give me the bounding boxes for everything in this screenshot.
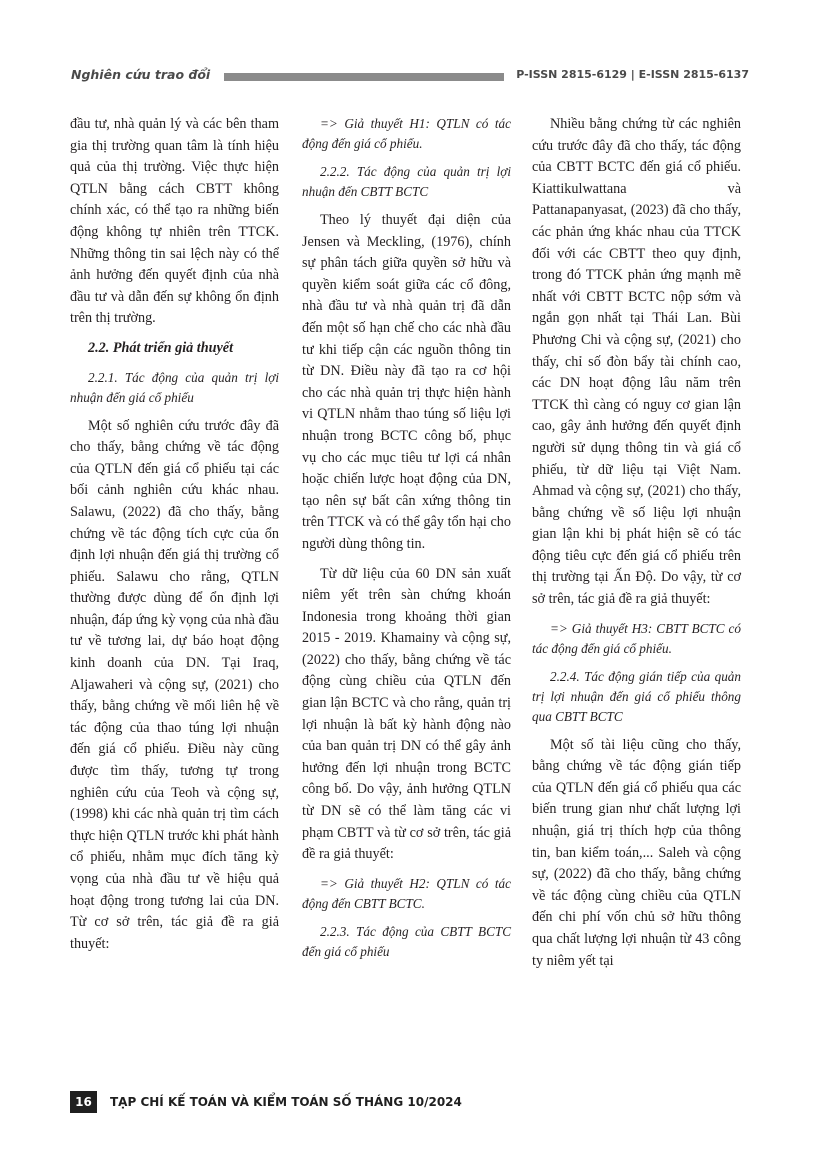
text-column-3: [532, 114, 741, 980]
body-paragraph: Một số tài liệu cũng cho thấy, bằng chứng về tác động gián tiếp của QTLN đến giá cổ phiếu qua các biến trung gian như chất lượng lợi nhuận, giá trị thích hợp của thông tin, ban kiểm toán,... Saleh và cộng sự, (2022) đã cho thấy, bằng chứng về tác động cùng chiều của QTLN đến chi phí vốn chủ sở hữu thông qua chất lượng lợi nhuận từ 43 công ty niêm yết tại: [532, 736, 741, 969]
body-paragraph: Nhiều bằng chứng từ các nghiên cứu trước đây đã cho thấy, tác động của CBTT BCTC đến giá cổ phiếu. Kiattikulwattana và Pattanapanyasat, (2023) đã cho thấy, các phản ứng khác nhau của TTCK đối với các CBTT theo quy định, trong đó TTCK phản ứng mạnh mẽ nhất với CBTT BCTC nộp sớm và ngắn gọn nhất tại Thái Lan. Bùi Phương Chi và cộng sự, (2021) cho thấy, chỉ số đòn bẩy tài chính cao, các DN hoạt động lâu năm trên TTCK thì càng có nguy cơ gian lận cao, gây ảnh hưởng đến quyết định người sử dụng thông tin và giá cổ phiếu, từ dữ liệu tại Việt Nam. Ahmad và cộng sự, (2021) cho thấy, bằng chứng về số liệu lợi nhuận gian lận khi bị phát hiện sẽ có tác động tiêu cực đến giá cổ phiếu trên thị trường tại Ấn Độ. Do vậy, từ cơ sở trên, tác giả đề ra giả thuyết:: [532, 116, 741, 608]
italic-subheading: => Giả thuyết H1: QTLN có tác động đến giá cổ phiếu.: [302, 116, 511, 151]
page-number: 16: [70, 1091, 97, 1113]
body-paragraph: Một số nghiên cứu trước đây đã cho thấy, bằng chứng về tác động của QTLN đến giá cổ phiếu tại các bối cảnh nghiên cứu khác nhau. Salawu, (2022) đã cho thấy, bằng chứng về tác động tích cực của ổn định lợi nhuận đến giá thị trường cổ phiếu. Salawu cho rằng, QTLN thường được dùng để ổn định lợi nhuận, đáp ứng kỳ vọng của nhà đầu tư về tương lai, dự báo hoạt động kinh doanh của DN. Tại Iraq, Aljawaheri và cộng sự, (2021) cho thấy, bằng chứng về mối liên hệ về tác động của thao túng lợi nhuận đến giá cổ phiếu. Điều này cũng được tìm thấy, tương tự trong nghiên cứu của Teoh và cộng sự, (1998) khi các nhà quản trị tìm cách thực hiện QTLN trước khi phát hành cổ phiếu, nhằm mục đích tăng kỳ vọng của nhà đầu tư về hiệu quả hoạt động trong tương lai của DN. Từ cơ sở trên, tác giả đề ra giả thuyết:: [70, 417, 279, 952]
body-paragraph: Theo lý thuyết đại diện của Jensen và Meckling, (1976), chính sự phân tách giữa quyền sở hữu và quyền kiểm soát giữa các cổ đông, nhà đầu tư và nhà quản trị đã dẫn đến một số hạn chế cho các nhà đầu tư khi tiếp cận các nguồn thông tin từ DN. Điều này đã tạo ra cơ hội cho các nhà quản trị thực hiện hành vi QTLN nhằm thao túng số liệu lợi nhuận trong BCTC công bố, phục vụ cho các mục tiêu tư lợi cá nhân hoặc chiến lược hoạt động của DN, tạo nên sự bất cân xứng thông tin trên TTCK và có thể gây tổn hại cho người dùng thông tin.: [302, 212, 511, 552]
body-paragraph: đầu tư, nhà quản lý và các bên tham gia thị trường quan tâm là tính hiệu quả của thị trường. Việc thực hiện QTLN bằng cách CBTT không chính xác, có thể tạo ra những biến động không tự nhiên trên TTCK. Những thông tin sai lệch này có thể ảnh hưởng đến quyết định của nhà đầu tư và dẫn đến sự không ổn định trên thị trường.: [70, 116, 279, 327]
body-paragraph: Từ dữ liệu của 60 DN sản xuất niêm yết trên sàn chứng khoán Indonesia trong khoảng thời gian 2015 - 2019. Khamainy và cộng sự, (2022) cho thấy, bằng chứng về tác động cùng chiều của QTLN đến gian lận BCTC và cho rằng, quản trị lợi nhuận là bất kỳ hành động nào của ban quản trị DN có thể gây ảnh hưởng đến lợi nhuận trong BCTC công bố. Do vậy, ảnh hưởng QTLN từ DN sẽ có thể làm tăng các vi phạm CBTT và từ cơ sở trên, tác giả đề ra giả thuyết:: [302, 565, 511, 863]
italic-subheading: => Giả thuyết H3: CBTT BCTC có tác động đến giá cổ phiếu.: [532, 620, 741, 656]
section-label: Nghiên cứu trao đổi: [71, 62, 224, 88]
section-heading: 2.2. Phát triển giả thuyết: [88, 339, 234, 356]
italic-subheading: => Giả thuyết H2: QTLN có tác động đến CBTT BCTC.: [302, 875, 511, 911]
issn-label: P-ISSN 2815-6129 | E-ISSN 2815-6137: [504, 62, 749, 88]
journal-title: TẠP CHÍ KẾ TOÁN VÀ KIỂM TOÁN SỐ THÁNG 10/2024: [110, 1095, 462, 1109]
italic-subheading: 2.2.3. Tác động của CBTT BCTC đến giá cổ phiếu: [302, 923, 511, 959]
italic-subheading: 2.2.2. Tác động của quản trị lợi nhuận đến CBTT BCTC: [302, 164, 511, 199]
page-header: [71, 62, 749, 88]
page-footer: [70, 1091, 750, 1115]
italic-subheading: 2.2.4. Tác động gián tiếp của quản trị lợi nhuận đến giá cổ phiếu thông qua CBTT BCTC: [532, 668, 741, 724]
italic-subheading: 2.2.1. Tác động của quản trị lợi nhuận đến giá cổ phiếu: [70, 369, 279, 405]
text-column-2: [302, 114, 511, 970]
text-column-1: [70, 114, 279, 963]
